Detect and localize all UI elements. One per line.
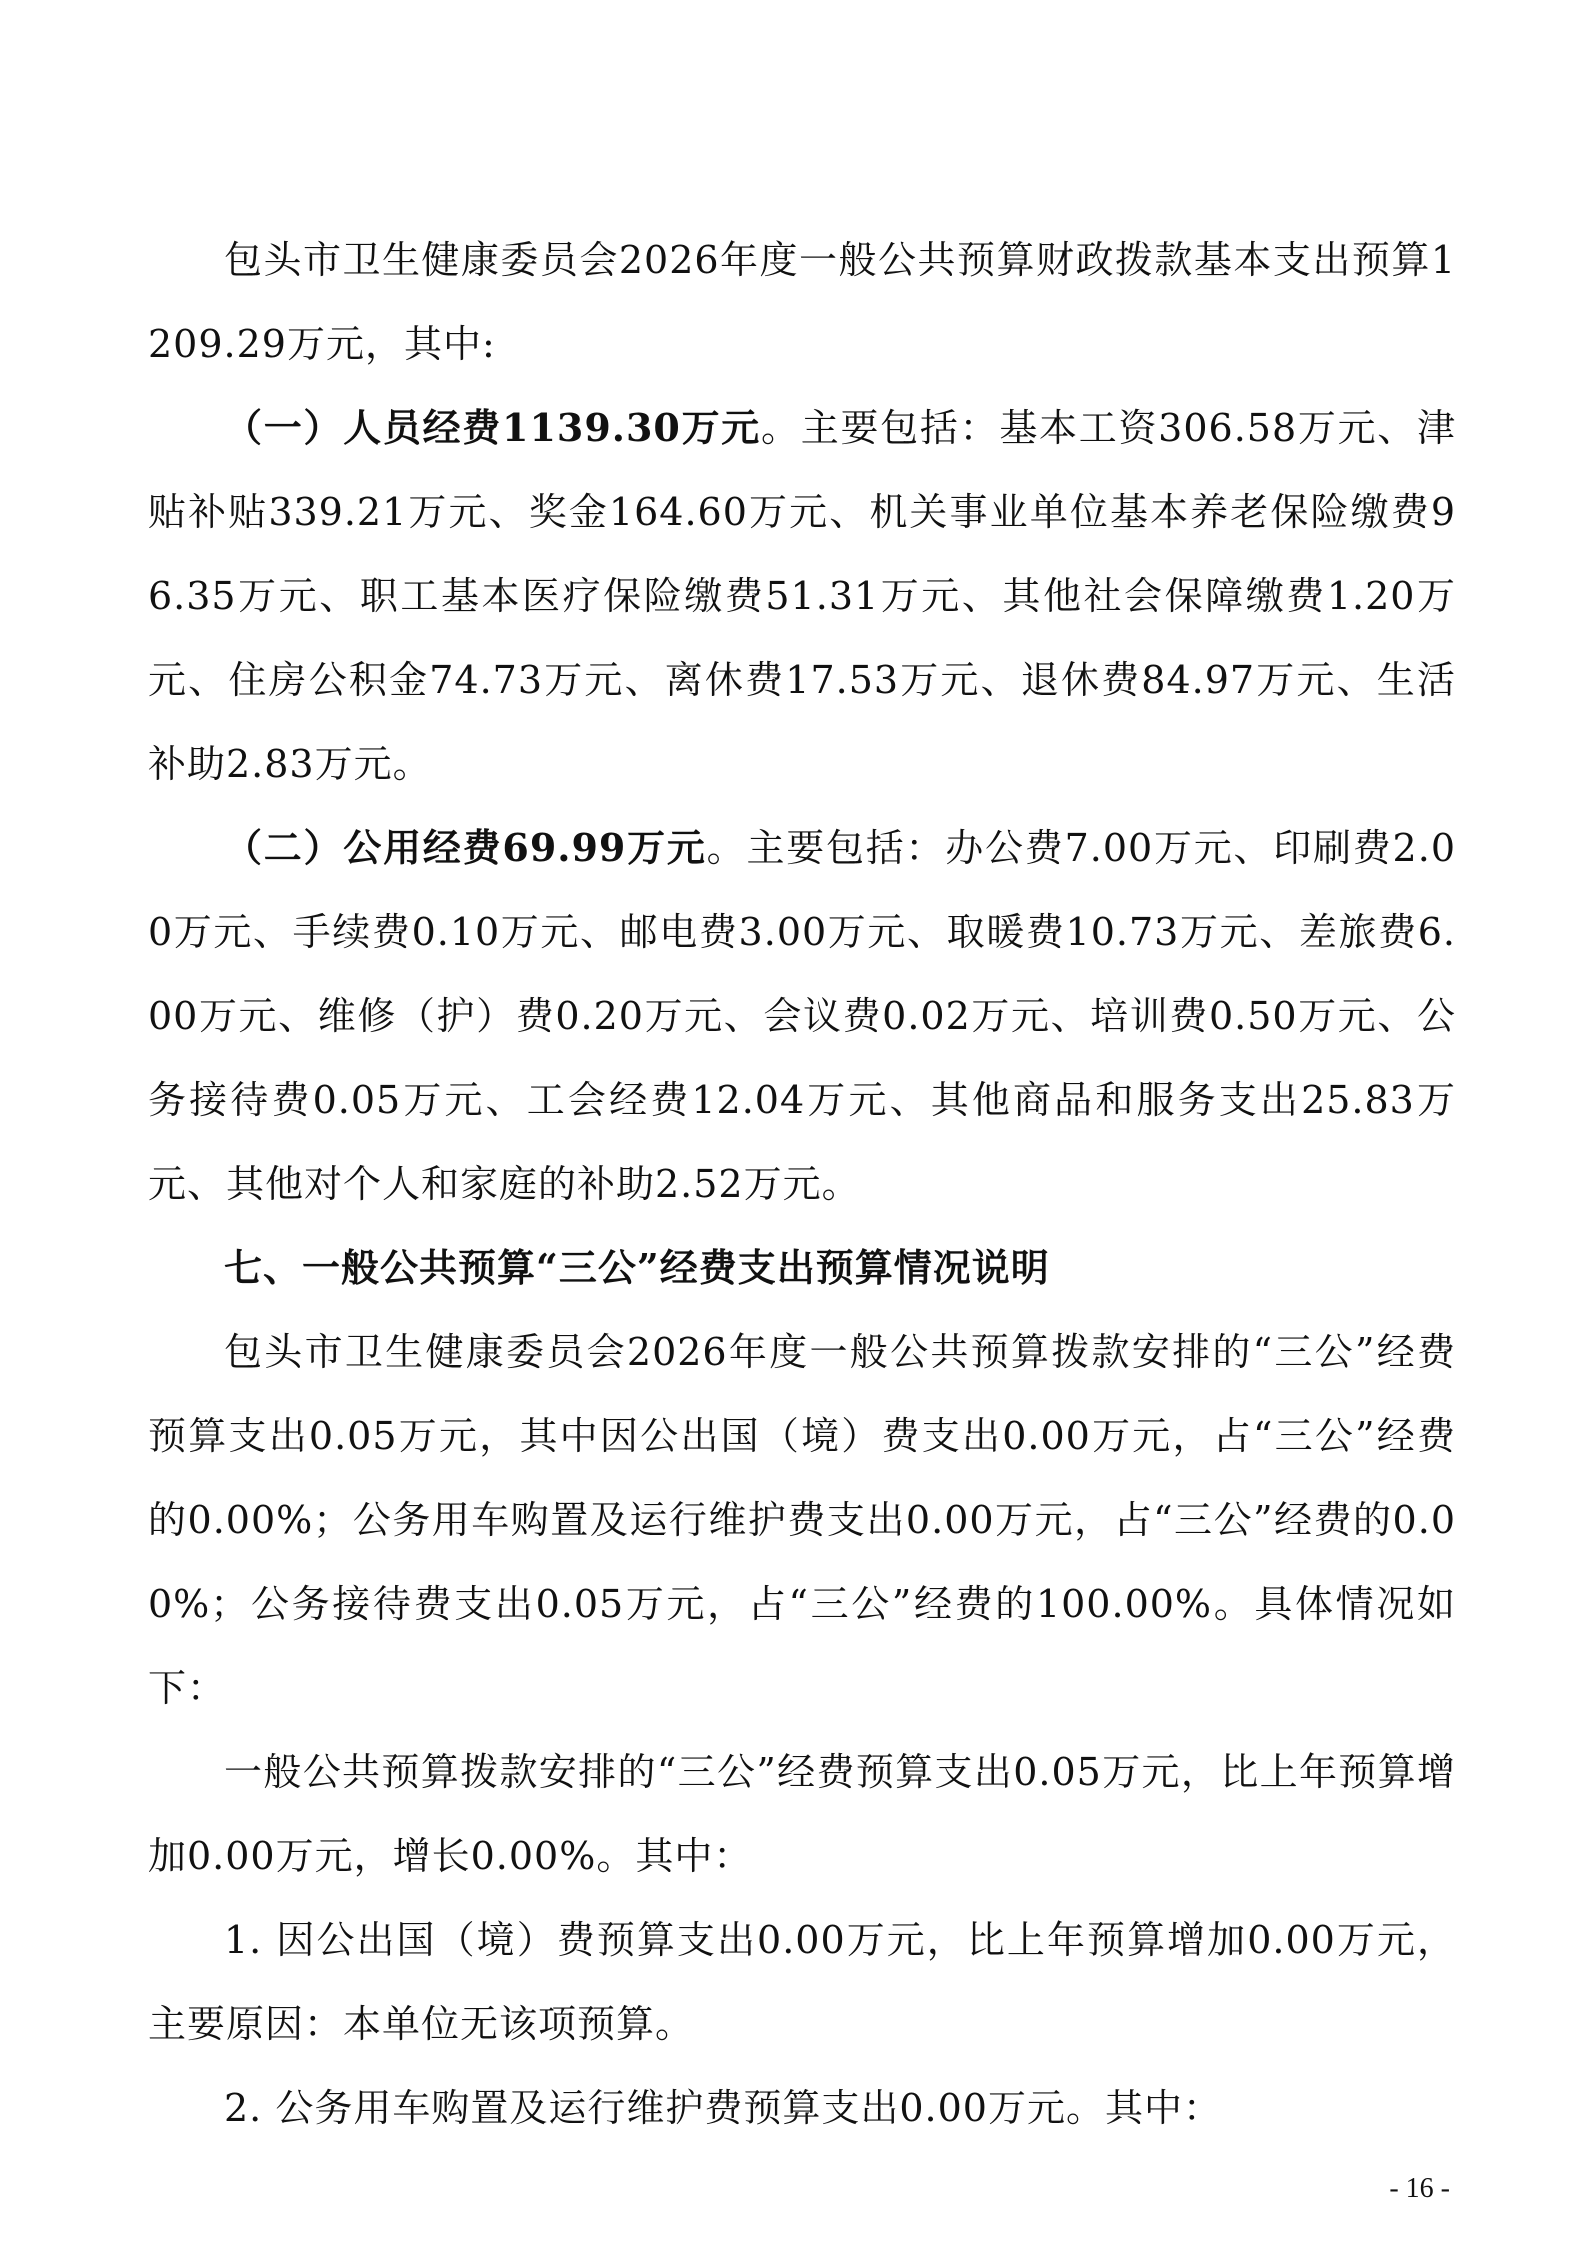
paragraph-basic-expenditure: 包头市卫生健康委员会2026年度一般公共预算财政拨款基本支出预算1209.29万元，其中: (148, 238, 1456, 366)
personnel-expenses-heading: （一）人员经费1139.30万元 (224, 405, 762, 450)
personnel-expenses-detail: 。主要包括：基本工资306.58万元、津贴补贴339.21万元、奖金164.60万元、机关事业单位基本养老保险缴费96.35万元、职工基本医疗保险缴费51.31万元、其他社会保障缴费1.20万元、住房公积金74.73万元、离休费17.53万元、退休费84.97万元、生活补助2.83万元。 (148, 406, 1457, 786)
public-expenses-detail: 。主要包括：办公费7.00万元、印刷费2.00万元、手续费0.10万元、邮电费3.00万元、取暖费10.73万元、差旅费6.00万元、维修（护）费0.20万元、会议费0.02万元、培训费0.50万元、公务接待费0.05万元、工会经费12.04万元、其他商品和服务支出25.83万元、其他对个人和家庭的补助2.52万元。 (148, 826, 1456, 1206)
paragraph-personnel-expenses (148, 386, 1456, 806)
paragraph-three-public-summary: 包头市卫生健康委员会2026年度一般公共预算拨款安排的“三公”经费预算支出0.05万元，其中因公出国（境）费支出0.00万元，占“三公”经费的0.00%；公务用车购置及运行维护费支出0.00万元，占“三公”经费的0.00%；公务接待费支出0.05万元，占“三公”经费的100.00%。具体情况如下： (148, 1330, 1456, 1710)
document-body (148, 218, 1456, 2150)
paragraph-vehicle-expenses: 2. 公务用车购置及运行维护费预算支出0.00万元。其中： (224, 2086, 1222, 2130)
section-heading: 七、一般公共预算“三公”经费支出预算情况说明 (224, 1245, 1050, 1290)
paragraph-three-public-comparison: 一般公共预算拨款安排的“三公”经费预算支出0.05万元，比上年预算增加0.00万元，增长0.00%。其中： (148, 1750, 1456, 1878)
page-number: - 16 - (1389, 2173, 1450, 2204)
paragraph-overseas-travel: 1. 因公出国（境）费预算支出0.00万元，比上年预算增加0.00万元，主要原因：本单位无该项预算。 (148, 1918, 1456, 2046)
paragraph-public-expenses (148, 806, 1456, 1226)
public-expenses-heading: （二）公用经费69.99万元 (224, 825, 707, 870)
